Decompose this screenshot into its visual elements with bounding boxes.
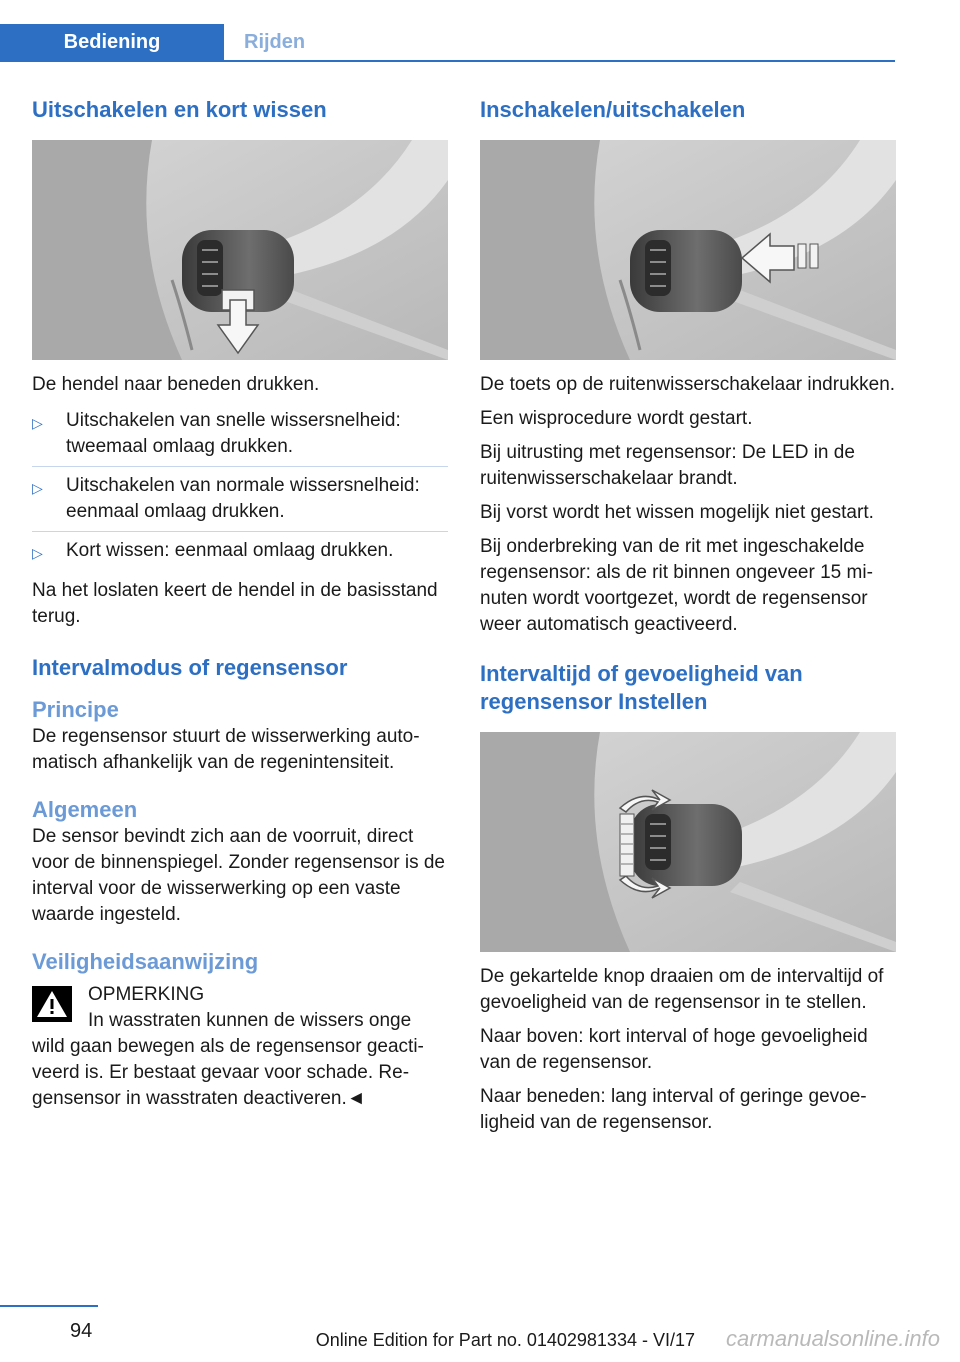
toggle-para-1: De toets op de ruitenwisserschakelaar indrukken. — [480, 374, 896, 395]
warning-title: OPMERKING — [88, 984, 205, 1005]
wipe-after: Na het loslaten keert de hendel in de basisstand terug. — [32, 580, 438, 627]
tab-rijden[interactable]: Rijden — [244, 31, 306, 53]
wipe-list — [32, 406, 448, 570]
chapter-tabs — [0, 24, 895, 62]
tab-bediening[interactable]: Bediening — [0, 24, 224, 60]
edition-note: Online Edition for Part no. 01402981334 - VI/17 — [315, 1330, 695, 1350]
list-item: ▷ Kort wissen: eenmaal omlaag drukken. — [32, 531, 448, 570]
warning-text: In wasstraten kunnen de wissers onge wild gaan bewegen als de regensensor geactiveerd is. Er bestaat gevaar voor schade. Regensensor in wasstraten deactiveren.◄ — [32, 1010, 424, 1109]
heading-principle: Principe — [32, 697, 119, 722]
setting-para-1: De gekartelde knop draaien om de intervaltijd of gevoeligheid van de regensensor in te stellen. — [480, 966, 884, 1013]
figure-lever-down — [32, 140, 448, 360]
figure-knob-rotate — [480, 732, 896, 952]
toggle-para-4: Bij vorst wordt het wissen mogelijk niet gestart. — [480, 502, 874, 523]
triangle-bullet-icon: ▷ — [32, 480, 43, 496]
list-item: ▷ Uitschakelen van snelle wissersnelheid: tweemaal omlaag drukken. — [32, 410, 401, 457]
heading-safety: Veiligheidsaanwijzing — [32, 949, 259, 974]
principle-text: De regensensor stuurt de wisserwerking automatisch afhankelijk van de regenintensiteit. — [32, 726, 420, 773]
setting-para-2: Naar boven: kort interval of hoge gevoeligheid van de regensensor. — [480, 1026, 868, 1073]
warning-triangle-icon — [32, 986, 72, 1022]
heading-toggle: Inschakelen/uitschakelen — [480, 97, 746, 122]
page-number: 94 — [70, 1320, 93, 1342]
heading-wipe: Uitschakelen en kort wissen — [32, 97, 327, 122]
warning-box — [32, 982, 448, 1112]
tab-rule — [0, 60, 895, 62]
heading-general: Algemeen — [32, 797, 138, 822]
wipe-intro: De hendel naar beneden drukken. — [32, 374, 320, 395]
heading-setting: Intervaltijd of gevoeligheid van regensensor Instellen — [480, 661, 803, 714]
heading-interval: Intervalmodus of regensensor — [32, 655, 348, 680]
toggle-para-3: Bij uitrusting met regensensor: De LED in de ruitenwisserschakelaar brandt. — [480, 442, 855, 489]
footer-rule — [0, 1305, 98, 1307]
right-column — [480, 96, 896, 1144]
setting-para-3: Naar beneden: lang interval of geringe gevoeligheid van de regensensor. — [480, 1086, 867, 1133]
left-column — [32, 96, 448, 1112]
triangle-bullet-icon: ▷ — [32, 415, 43, 431]
watermark: carmanualsonline.info — [725, 1326, 940, 1351]
triangle-bullet-icon: ▷ — [32, 545, 43, 561]
toggle-para-5: Bij onderbreking van de rit met ingeschakelde regensensor: als de rit binnen ongeveer 15 minuten wordt voortgezet, wordt de regensensor weer automatisch geactiveerd. — [480, 536, 873, 635]
list-item: ▷ Uitschakelen van normale wissersnelheid: eenmaal omlaag drukken. — [32, 466, 448, 531]
general-text: De sensor bevindt zich aan de voorruit, direct voor de binnenspiegel. Zonder regensensor is de interval voor de wisserwerking op een vaste waarde ingesteld. — [32, 826, 445, 925]
figure-button-press — [480, 140, 896, 360]
toggle-para-2: Een wisprocedure wordt gestart. — [480, 408, 753, 429]
